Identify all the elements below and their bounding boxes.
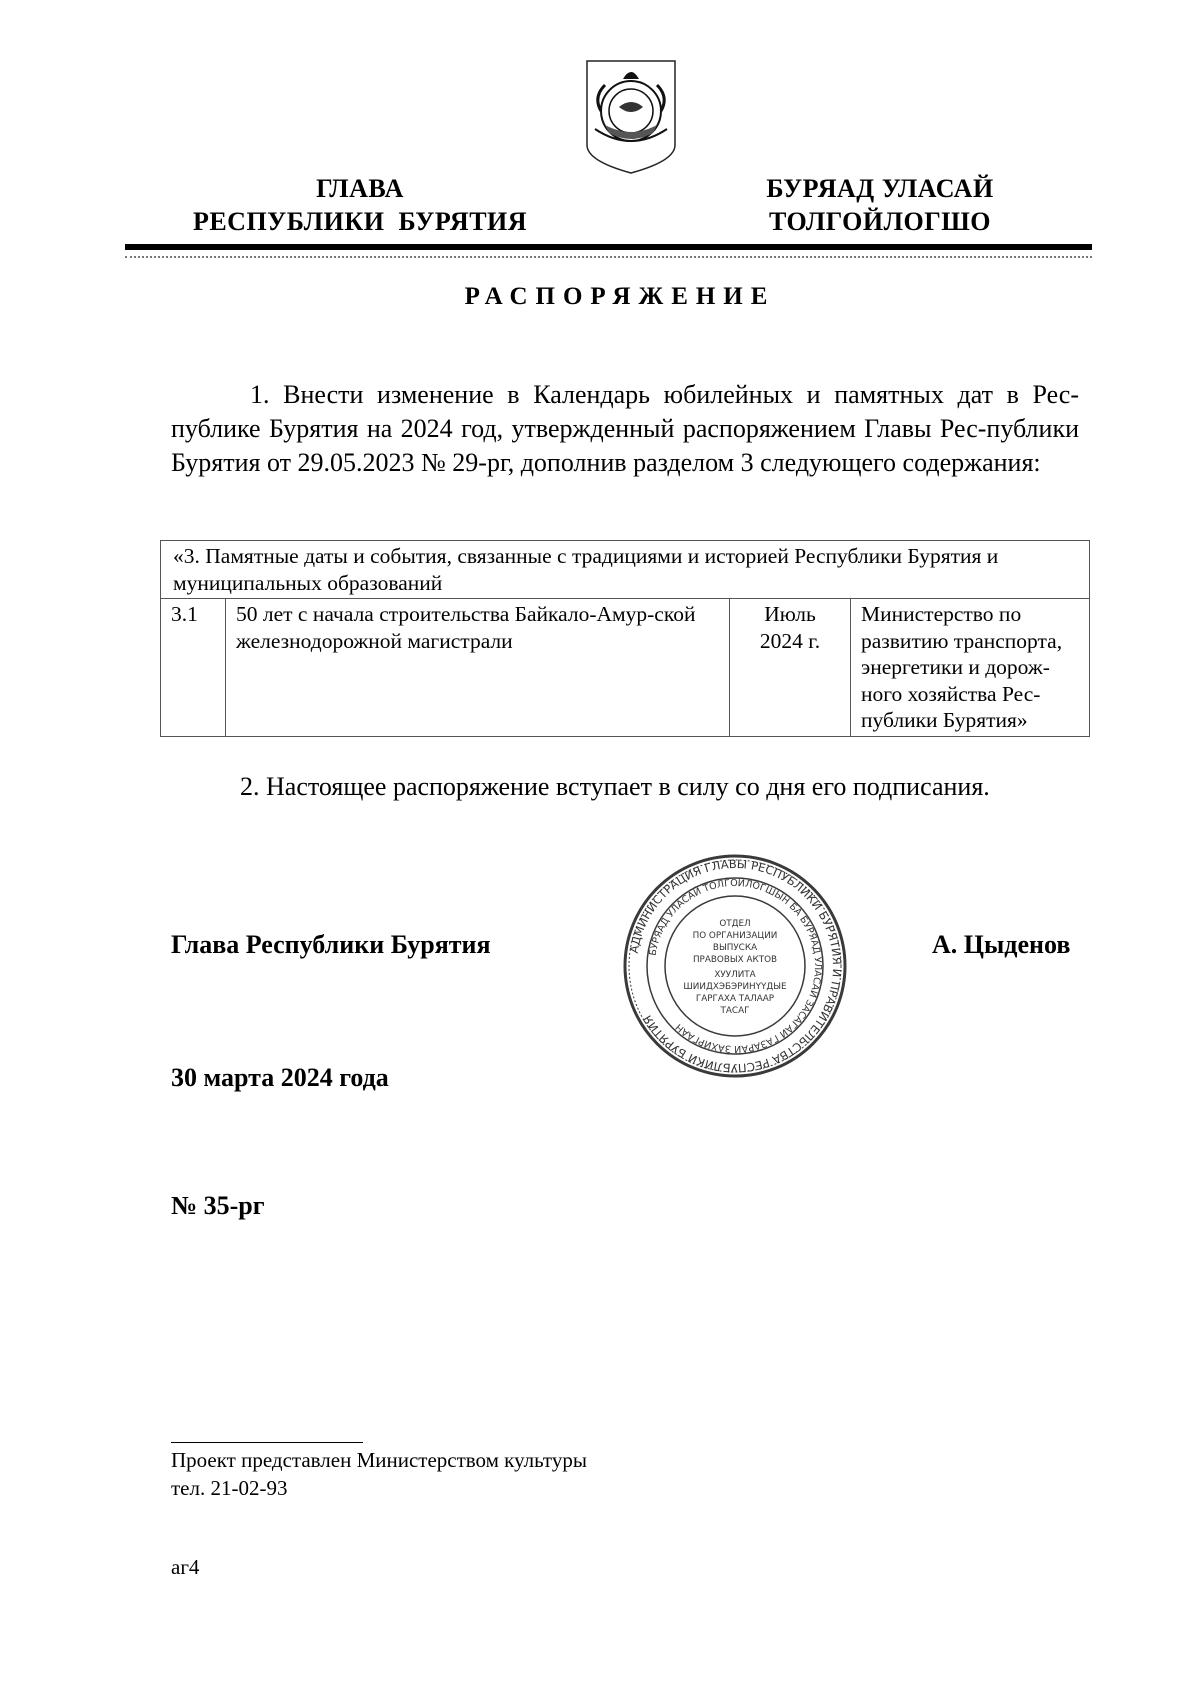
paragraph-2: 2. Настоящее распоряжение вступает в силу со дня его подписания.: [240, 772, 990, 801]
document-number: № 35-рг: [171, 1191, 265, 1220]
section-heading: «3. Памятные даты и события, связанные с традициями и историей Республики Бурятия и муниципальных образований: [161, 541, 1090, 599]
footnote: [171, 1446, 591, 1502]
stamp-center-line: ВЫПУСКА: [712, 943, 758, 953]
stamp-center-line: ШИИДХЭБЭРИНҮҮДЫЕ: [683, 982, 787, 992]
footnote-text: Проект представлен Министерством культуры: [171, 1448, 587, 1472]
header-right-line1: БУРЯАД УЛАСАЙ: [766, 174, 994, 203]
stamp-outer-text: АДМИНИСТРАЦИЯ ГЛАВЫ РЕСПУБЛИКИ БУРЯТИЯ И ПРАВИТЕЛЬСТВА РЕСПУБЛИКИ БУРЯТИЯ: [626, 856, 845, 1076]
stamp-center-line: ХУУЛИТА: [714, 970, 756, 980]
calendar-table: [160, 540, 1090, 737]
coat-of-arms-emblem: [583, 57, 679, 177]
stamp-center-line: ОТДЕЛ: [719, 919, 751, 929]
row-date-line1: Июль: [764, 602, 816, 626]
stamp-center-line: ТАСАГ: [720, 1006, 750, 1016]
official-stamp: [620, 851, 850, 1081]
footnote-divider: [171, 1442, 363, 1443]
header-right: [725, 172, 1035, 238]
stamp-outer-ring: [627, 857, 844, 1075]
header-left-line2: РЕСПУБЛИКИ БУРЯТИЯ: [192, 207, 528, 236]
header-left: [150, 172, 570, 238]
row-date-line2: 2024 г.: [759, 628, 821, 653]
row-date: [730, 599, 851, 737]
stamp-inner-text: БУРЯАД УЛАСАЙ ТОЛГОЙЛОГШЫН БА БУРЯАД УЛАСАЙ ЗАСАГАЙ ГАЗАРАЙ ЗАХИРГААН: [647, 877, 824, 1055]
footnote-code: аг4: [171, 1555, 200, 1579]
stamp-center-line: ПО ОРГАНИЗАЦИИ: [692, 931, 778, 941]
stamp-center-line: ГАРГАХА ТАЛААР: [695, 994, 775, 1004]
document-title: РАСПОРЯЖЕНИЕ: [464, 283, 776, 310]
header-left-line1: ГЛАВА: [316, 174, 404, 203]
row-number: 3.1: [161, 599, 226, 737]
row-event: 50 лет с начала строительства Байкало-Амур-ской железнодорожной магистрали: [226, 599, 730, 737]
header-divider-thin: [125, 256, 1092, 258]
table-section-row: [161, 541, 1090, 599]
stamp-center-line: ПРАВОВЫХ АКТОВ: [692, 955, 778, 965]
footnote-phone: тел. 21-02-93: [171, 1476, 288, 1500]
signatory-title: Глава Республики Бурятия: [171, 930, 491, 959]
header-divider-thick: [125, 244, 1092, 250]
signature-date: 30 марта 2024 года: [171, 1063, 389, 1092]
header-right-line2: ТОЛГОЙЛОГШО: [768, 207, 992, 236]
signatory-name: А. Цыденов: [932, 930, 1071, 959]
paragraph-1: 1. Внести изменение в Календарь юбилейных и памятных дат в Рес-публике Бурятия на 2024 год, утвержденный распоряжением Главы Рес-публики Бурятия от 29.05.2023 № 29-рг, дополнив разделом 3 следующего содержания:: [171, 380, 1079, 477]
row-responsible: Министерство по развитию транспорта, энергетики и дорож-ного хозяйства Рес-публики Бурятия»: [851, 599, 1090, 737]
table-row: [161, 599, 1090, 737]
